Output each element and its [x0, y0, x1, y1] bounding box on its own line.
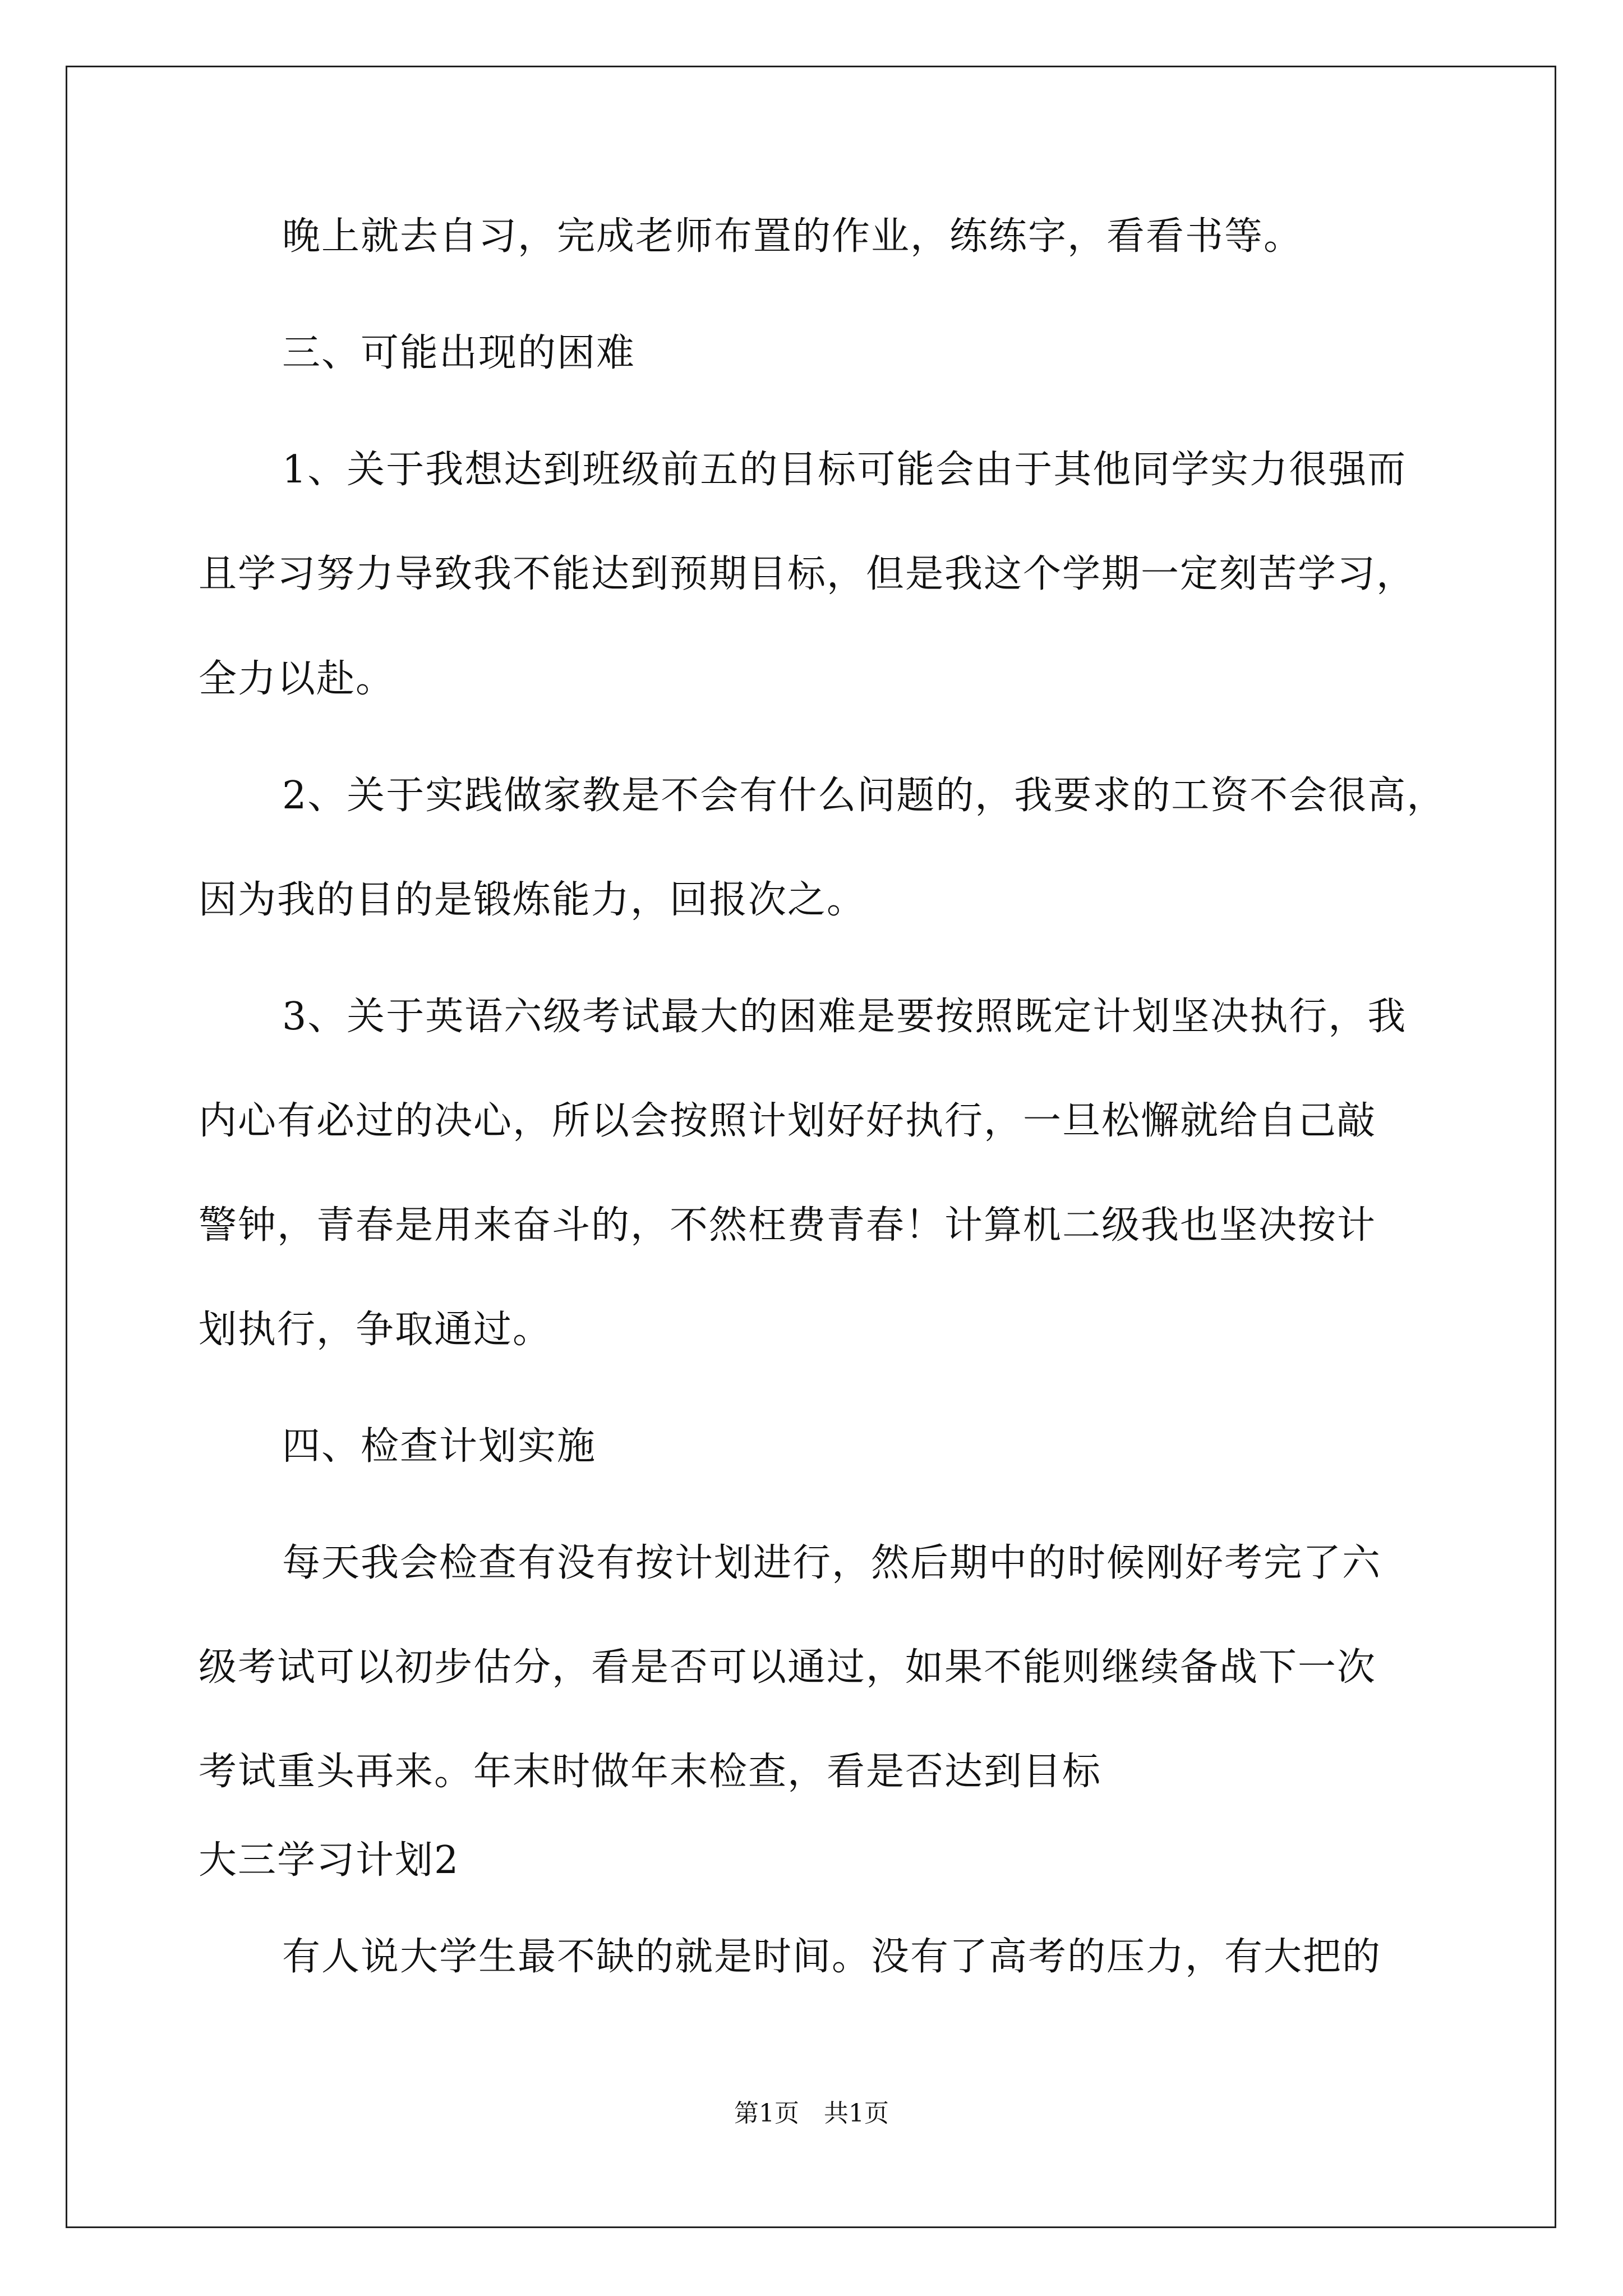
page-border	[66, 66, 1556, 2228]
paragraph-line: 考试重头再来。年末时做年末检查，看是否达到目标	[199, 1750, 1102, 1794]
paragraph-line: 3、关于英语六级考试最大的困难是要按照既定计划坚决执行，我	[282, 995, 1407, 1039]
paragraph-line: 内心有必过的决心，所以会按照计划好好执行，一旦松懈就给自己敲	[199, 1099, 1377, 1143]
paragraph-line: 因为我的目的是锻炼能力，回报次之。	[199, 878, 866, 922]
paragraph-line: 警钟，青春是用来奋斗的，不然枉费青春！计算机二级我也坚决按计	[199, 1203, 1377, 1248]
page-footer: 第1页 共1页	[734, 2099, 889, 2128]
section-heading: 三、可能出现的困难	[282, 331, 636, 375]
paragraph-line: 全力以赴。	[199, 657, 395, 701]
document-subtitle: 大三学习计划2	[199, 1838, 460, 1883]
paragraph-line: 有人说大学生最不缺的就是时间。没有了高考的压力，有大把的	[282, 1935, 1382, 1979]
paragraph-line: 每天我会检查有没有按计划进行，然后期中的时候刚好考完了六	[282, 1541, 1382, 1585]
paragraph-line: 2、关于实践做家教是不会有什么问题的，我要求的工资不会很高，	[282, 774, 1446, 818]
paragraph-line: 且学习努力导致我不能达到预期目标，但是我这个学期一定刻苦学习，	[199, 552, 1416, 596]
paragraph-line: 1、关于我想达到班级前五的目标可能会由于其他同学实力很强而	[282, 448, 1407, 492]
section-heading: 四、检查计划实施	[282, 1424, 597, 1469]
paragraph-line: 划执行，争取通过。	[199, 1308, 552, 1352]
paragraph-line: 级考试可以初步估分，看是否可以通过，如果不能则继续备战下一次	[199, 1645, 1377, 1690]
paragraph-line: 晚上就去自习，完成老师布置的作业，练练字，看看书等。	[282, 214, 1303, 259]
